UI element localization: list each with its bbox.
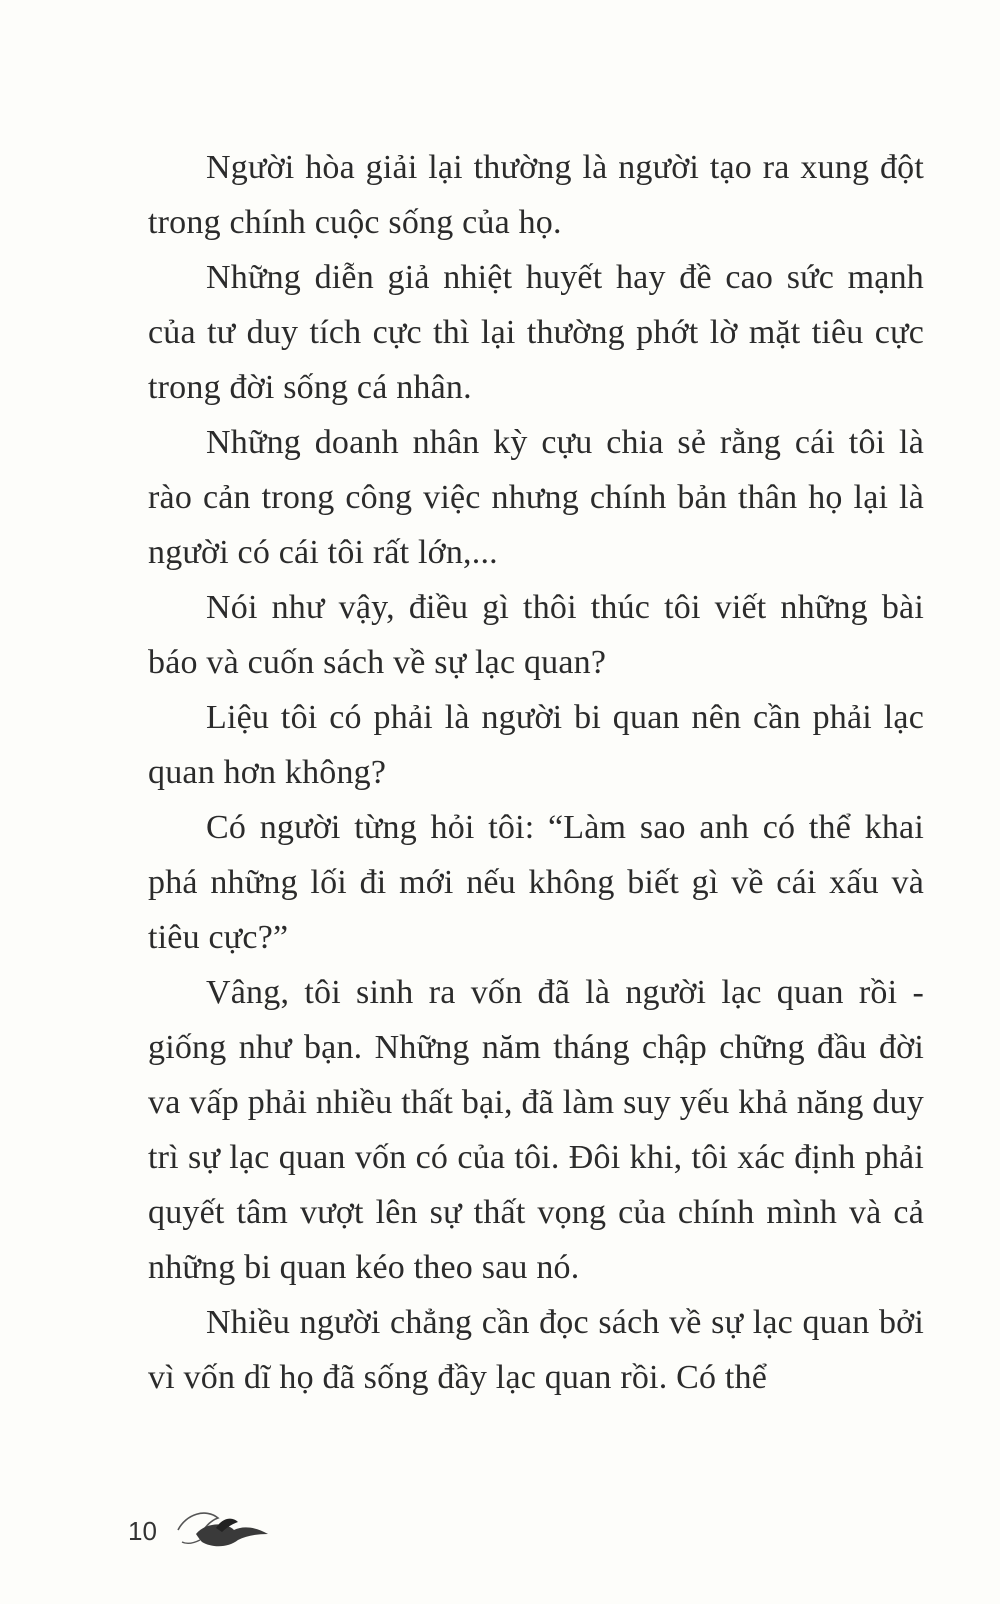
paragraph: Vâng, tôi sinh ra vốn đã là người lạc quan rồi - giống như bạn. Những năm tháng chập chững đầu đời va vấp phải nhiều thất bại, đã làm suy yếu khả năng duy trì sự lạc quan vốn có của tôi. Đôi khi, tôi xác định phải quyết tâm vượt lên sự thất vọng của chính mình và cả những bi quan kéo theo sau nó. xyxy=(148,974,924,1286)
paragraph: Những doanh nhân kỳ cựu chia sẻ rằng cái tôi là rào cản trong công việc nhưng chính bản thân họ lại là người có cái tôi rất lớn,... xyxy=(148,424,924,571)
paragraph: Liệu tôi có phải là người bi quan nên cần phải lạc quan hơn không? xyxy=(148,699,924,791)
bird-ornament-icon xyxy=(172,1500,282,1560)
paragraph: Người hòa giải lại thường là người tạo ra xung đột trong chính cuộc sống của họ. xyxy=(148,149,924,241)
body-text xyxy=(148,140,924,1405)
paragraph: Nhiều người chẳng cần đọc sách về sự lạc quan bởi vì vốn dĩ họ đã sống đầy lạc quan rồi. Có thể xyxy=(148,1304,924,1396)
page-number: 10 xyxy=(128,1516,157,1546)
page-footer xyxy=(128,1500,288,1560)
paragraph: Những diễn giả nhiệt huyết hay đề cao sức mạnh của tư duy tích cực thì lại thường phớt lờ mặt tiêu cực trong đời sống cá nhân. xyxy=(148,259,924,406)
paragraph: Có người từng hỏi tôi: “Làm sao anh có thể khai phá những lối đi mới nếu không biết gì về cái xấu và tiêu cực?” xyxy=(148,809,924,956)
paragraph: Nói như vậy, điều gì thôi thúc tôi viết những bài báo và cuốn sách về sự lạc quan? xyxy=(148,589,924,681)
